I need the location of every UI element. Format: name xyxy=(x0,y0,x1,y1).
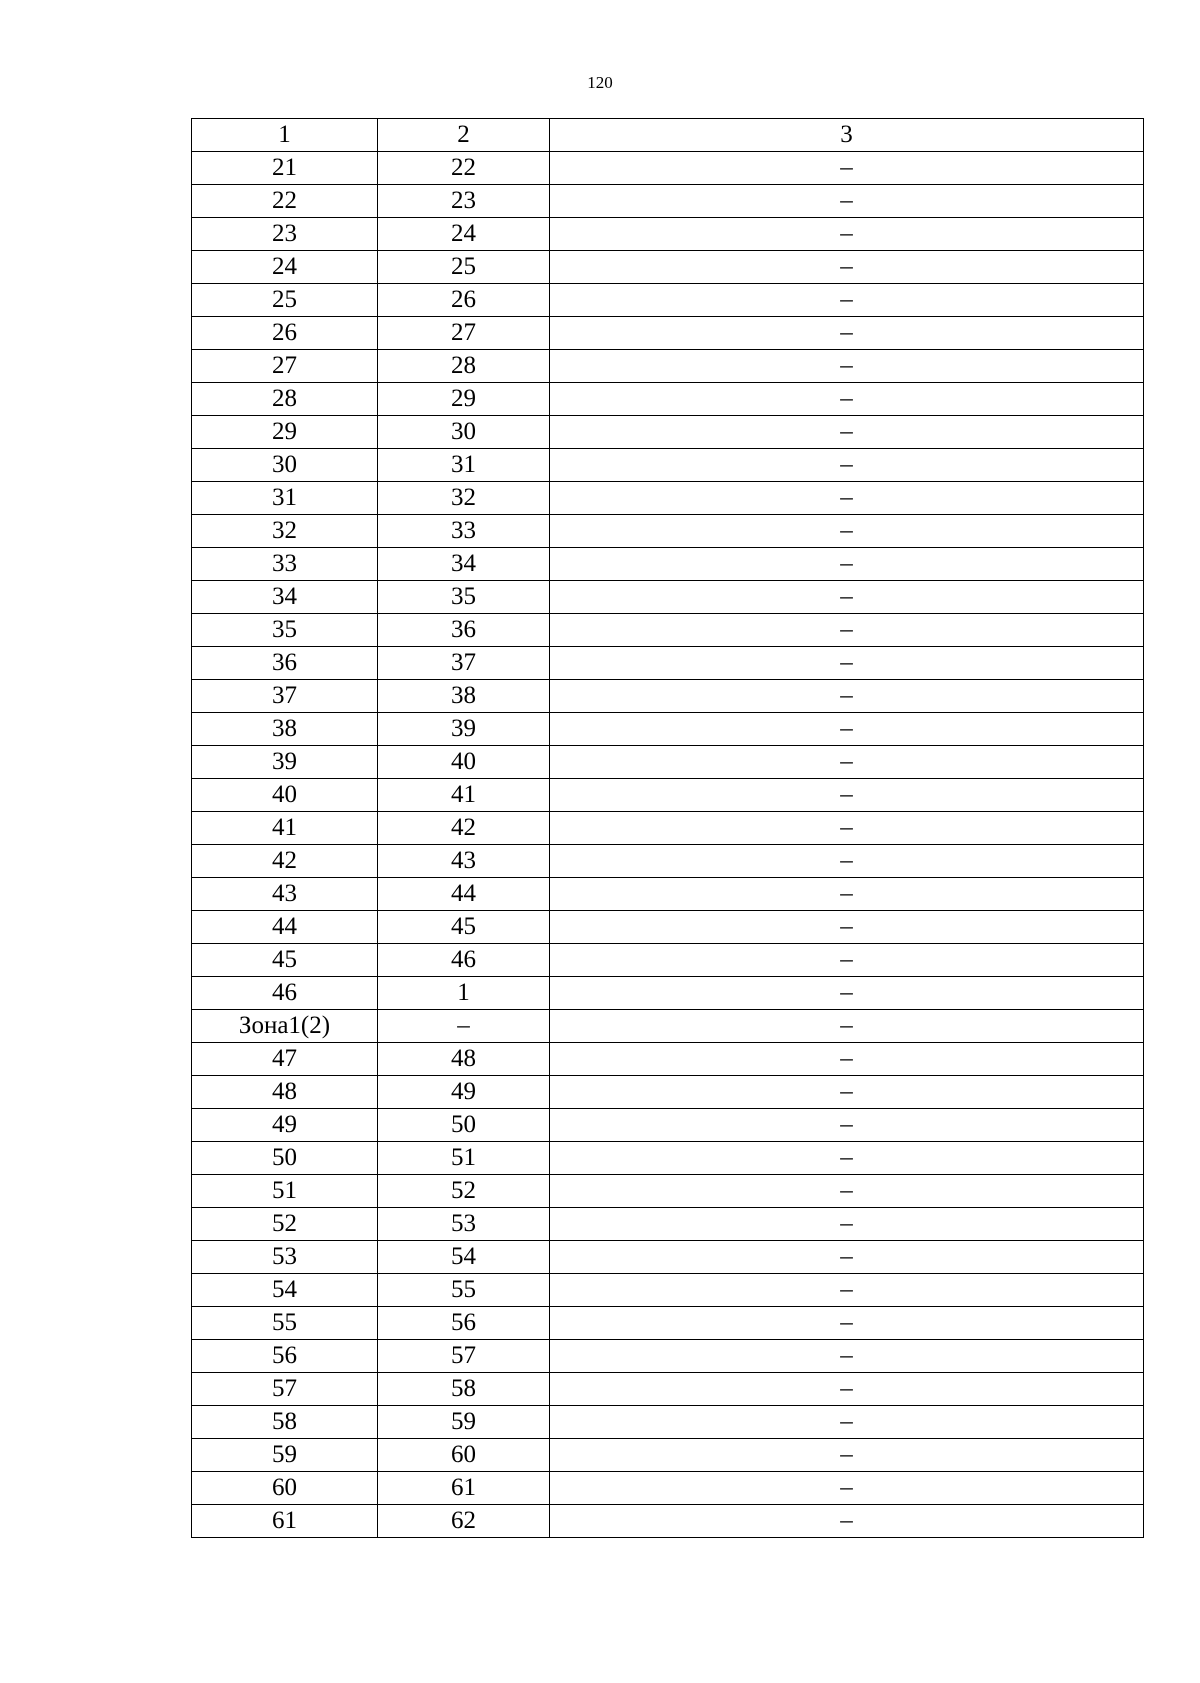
table-cell-col1: 45 xyxy=(192,944,378,977)
table-cell-col3: – xyxy=(550,185,1144,218)
table-cell-col1: 53 xyxy=(192,1241,378,1274)
table-cell-col1: 55 xyxy=(192,1307,378,1340)
table-cell-col3: – xyxy=(550,1109,1144,1142)
table-cell-col3: – xyxy=(550,614,1144,647)
header-cell-2: 2 xyxy=(378,119,550,152)
table-row xyxy=(192,1307,1144,1340)
table-cell-col3: – xyxy=(550,1076,1144,1109)
table-row xyxy=(192,1472,1144,1505)
table-row xyxy=(192,977,1144,1010)
table-row xyxy=(192,1208,1144,1241)
table-row xyxy=(192,911,1144,944)
table-cell-col3: – xyxy=(550,680,1144,713)
table-row xyxy=(192,1406,1144,1439)
table-cell-col2: 28 xyxy=(378,350,550,383)
table-row xyxy=(192,416,1144,449)
table-cell-col2: 31 xyxy=(378,449,550,482)
table-cell-col2: 40 xyxy=(378,746,550,779)
table-cell-col3: – xyxy=(550,416,1144,449)
table-row xyxy=(192,1274,1144,1307)
table-cell-col2: 45 xyxy=(378,911,550,944)
table-cell-col3: – xyxy=(550,647,1144,680)
table-cell-col3: – xyxy=(550,1307,1144,1340)
table-cell-col2: 36 xyxy=(378,614,550,647)
table-row xyxy=(192,812,1144,845)
table-cell-col2: 62 xyxy=(378,1505,550,1538)
table-cell-col2: 39 xyxy=(378,713,550,746)
table-cell-col2: 55 xyxy=(378,1274,550,1307)
table-row xyxy=(192,284,1144,317)
table-cell-col3: – xyxy=(550,1439,1144,1472)
table-row xyxy=(192,1076,1144,1109)
table-cell-col3: – xyxy=(550,1274,1144,1307)
table-cell-col3: – xyxy=(550,911,1144,944)
table-row xyxy=(192,251,1144,284)
table-row xyxy=(192,515,1144,548)
table-row xyxy=(192,779,1144,812)
table-cell-col1: 33 xyxy=(192,548,378,581)
table-row xyxy=(192,1241,1144,1274)
table-cell-col2: – xyxy=(378,1010,550,1043)
table-row xyxy=(192,152,1144,185)
table-cell-col3: – xyxy=(550,1142,1144,1175)
table-row xyxy=(192,614,1144,647)
table-cell-col3: – xyxy=(550,1373,1144,1406)
table-cell-col1: 51 xyxy=(192,1175,378,1208)
table-row xyxy=(192,944,1144,977)
table-cell-col1: 43 xyxy=(192,878,378,911)
table-cell-col2: 29 xyxy=(378,383,550,416)
table-cell-col3: – xyxy=(550,878,1144,911)
table-cell-col1: 58 xyxy=(192,1406,378,1439)
table-row xyxy=(192,746,1144,779)
table-row xyxy=(192,317,1144,350)
table-cell-col1: 37 xyxy=(192,680,378,713)
table-row xyxy=(192,185,1144,218)
table-cell-col3: – xyxy=(550,1010,1144,1043)
table-cell-col1: 38 xyxy=(192,713,378,746)
table-row xyxy=(192,878,1144,911)
table-cell-col3: – xyxy=(550,944,1144,977)
table-row xyxy=(192,1142,1144,1175)
table-cell-col1: 54 xyxy=(192,1274,378,1307)
table-cell-col3: – xyxy=(550,1340,1144,1373)
header-cell-3: 3 xyxy=(550,119,1144,152)
table-cell-col1: 48 xyxy=(192,1076,378,1109)
table-row xyxy=(192,647,1144,680)
table-cell-col1: 26 xyxy=(192,317,378,350)
table-cell-col3: – xyxy=(550,548,1144,581)
table-cell-col2: 52 xyxy=(378,1175,550,1208)
table-row xyxy=(192,1010,1144,1043)
table-cell-col3: – xyxy=(550,1472,1144,1505)
table-cell-col2: 26 xyxy=(378,284,550,317)
table-cell-col3: – xyxy=(550,482,1144,515)
table-cell-col3: – xyxy=(550,383,1144,416)
table-cell-col3: – xyxy=(550,218,1144,251)
table-cell-col2: 1 xyxy=(378,977,550,1010)
table-cell-col2: 56 xyxy=(378,1307,550,1340)
table-row xyxy=(192,482,1144,515)
header-cell-1: 1 xyxy=(192,119,378,152)
table-cell-col3: – xyxy=(550,812,1144,845)
table-cell-col1: 57 xyxy=(192,1373,378,1406)
table-cell-col1: 24 xyxy=(192,251,378,284)
table-cell-col2: 58 xyxy=(378,1373,550,1406)
table-cell-col1: 42 xyxy=(192,845,378,878)
table-cell-col2: 60 xyxy=(378,1439,550,1472)
table-cell-col2: 33 xyxy=(378,515,550,548)
table-cell-col3: – xyxy=(550,779,1144,812)
table-cell-col2: 38 xyxy=(378,680,550,713)
table-cell-col1: 35 xyxy=(192,614,378,647)
table-cell-col3: – xyxy=(550,977,1144,1010)
table-cell-col1: 23 xyxy=(192,218,378,251)
table-cell-col2: 44 xyxy=(378,878,550,911)
table-row xyxy=(192,449,1144,482)
table-cell-col2: 43 xyxy=(378,845,550,878)
table-cell-col3: – xyxy=(550,152,1144,185)
table-cell-col3: – xyxy=(550,1505,1144,1538)
table-cell-col2: 30 xyxy=(378,416,550,449)
data-table xyxy=(191,118,1144,1538)
table-cell-col3: – xyxy=(550,1241,1144,1274)
table-body xyxy=(192,119,1144,1538)
table-cell-col1: 60 xyxy=(192,1472,378,1505)
table-cell-col1: 34 xyxy=(192,581,378,614)
table-cell-col1: 21 xyxy=(192,152,378,185)
table-cell-col2: 57 xyxy=(378,1340,550,1373)
table-cell-col2: 61 xyxy=(378,1472,550,1505)
table-cell-col1: 36 xyxy=(192,647,378,680)
table-cell-col1: 59 xyxy=(192,1439,378,1472)
table-cell-col3: – xyxy=(550,515,1144,548)
table-cell-col3: – xyxy=(550,581,1144,614)
table-cell-col1: 25 xyxy=(192,284,378,317)
table-cell-col1: 41 xyxy=(192,812,378,845)
table-cell-col2: 51 xyxy=(378,1142,550,1175)
table-row xyxy=(192,1505,1144,1538)
table-cell-col2: 35 xyxy=(378,581,550,614)
table-cell-col1: 22 xyxy=(192,185,378,218)
table-row xyxy=(192,581,1144,614)
table-cell-col2: 27 xyxy=(378,317,550,350)
table-cell-col3: – xyxy=(550,251,1144,284)
table-header-row xyxy=(192,119,1144,152)
table-cell-col1: 47 xyxy=(192,1043,378,1076)
table-cell-col1: 61 xyxy=(192,1505,378,1538)
table-cell-col2: 23 xyxy=(378,185,550,218)
table-cell-col2: 25 xyxy=(378,251,550,284)
table-cell-col2: 49 xyxy=(378,1076,550,1109)
table-cell-col3: – xyxy=(550,284,1144,317)
table-cell-col2: 54 xyxy=(378,1241,550,1274)
table-cell-col3: – xyxy=(550,746,1144,779)
table-row xyxy=(192,548,1144,581)
table-cell-col1: 50 xyxy=(192,1142,378,1175)
table-cell-col1: 39 xyxy=(192,746,378,779)
table-cell-col3: – xyxy=(550,713,1144,746)
table-cell-col1: 27 xyxy=(192,350,378,383)
table-cell-col2: 37 xyxy=(378,647,550,680)
table-cell-col1: Зона1(2) xyxy=(192,1010,378,1043)
table-cell-col1: 28 xyxy=(192,383,378,416)
table-cell-col2: 46 xyxy=(378,944,550,977)
table-cell-col1: 31 xyxy=(192,482,378,515)
table-row xyxy=(192,1175,1144,1208)
table-cell-col3: – xyxy=(550,449,1144,482)
table-cell-col3: – xyxy=(550,1406,1144,1439)
table-cell-col1: 49 xyxy=(192,1109,378,1142)
table-cell-col2: 50 xyxy=(378,1109,550,1142)
table-row xyxy=(192,845,1144,878)
table-cell-col2: 32 xyxy=(378,482,550,515)
table-cell-col3: – xyxy=(550,845,1144,878)
table-cell-col2: 48 xyxy=(378,1043,550,1076)
table-cell-col3: – xyxy=(550,1043,1144,1076)
table-row xyxy=(192,1373,1144,1406)
table-cell-col1: 30 xyxy=(192,449,378,482)
table-cell-col1: 40 xyxy=(192,779,378,812)
table-cell-col2: 24 xyxy=(378,218,550,251)
table-row xyxy=(192,1043,1144,1076)
table-row xyxy=(192,350,1144,383)
table-cell-col2: 34 xyxy=(378,548,550,581)
table-cell-col1: 44 xyxy=(192,911,378,944)
table-cell-col1: 46 xyxy=(192,977,378,1010)
table-cell-col2: 53 xyxy=(378,1208,550,1241)
table-row xyxy=(192,1109,1144,1142)
table-cell-col3: – xyxy=(550,350,1144,383)
table-row xyxy=(192,1340,1144,1373)
table-cell-col1: 29 xyxy=(192,416,378,449)
table-row xyxy=(192,1439,1144,1472)
page-number: 120 xyxy=(587,73,613,92)
table-cell-col2: 42 xyxy=(378,812,550,845)
table-cell-col3: – xyxy=(550,317,1144,350)
table-row xyxy=(192,383,1144,416)
table-row xyxy=(192,713,1144,746)
table-row xyxy=(192,680,1144,713)
table-row xyxy=(192,218,1144,251)
table-cell-col2: 41 xyxy=(378,779,550,812)
table-cell-col2: 59 xyxy=(378,1406,550,1439)
table-cell-col1: 56 xyxy=(192,1340,378,1373)
table-cell-col2: 22 xyxy=(378,152,550,185)
table-cell-col3: – xyxy=(550,1175,1144,1208)
table-cell-col1: 32 xyxy=(192,515,378,548)
table-cell-col1: 52 xyxy=(192,1208,378,1241)
table-cell-col3: – xyxy=(550,1208,1144,1241)
